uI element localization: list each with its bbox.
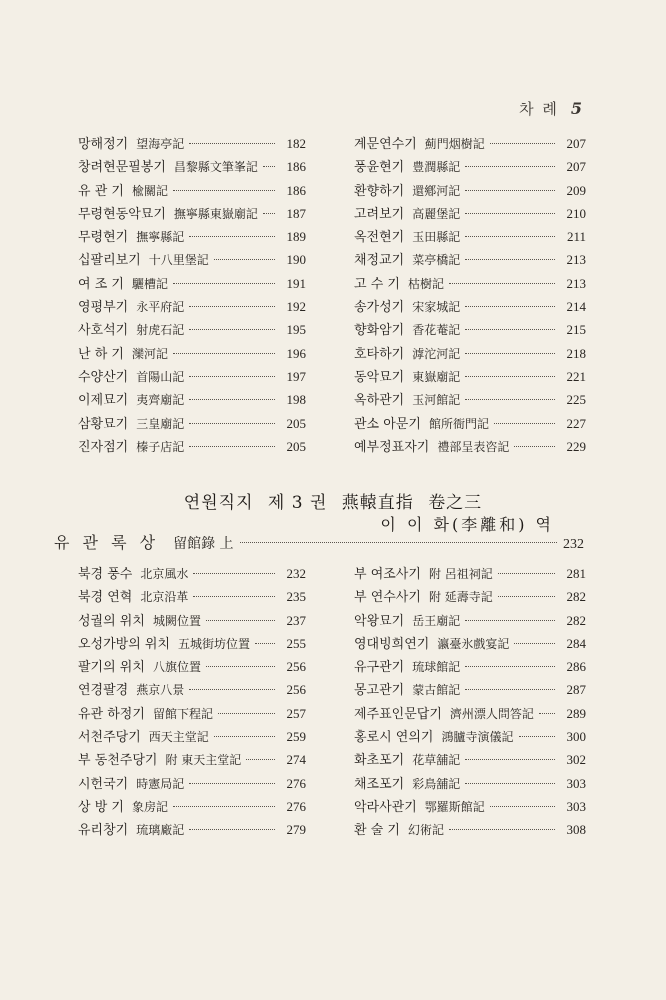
toc-entry [354,818,586,841]
toc-entry [354,725,586,748]
entry-page: 191 [286,275,306,291]
entry-page: 287 [566,682,586,698]
entry-hanja: 館所衙門記 [428,416,489,431]
toc-entry [354,132,586,155]
entry-hanja: 岳王廟記 [412,613,461,628]
entry-page: 205 [286,438,306,454]
entry-page: 198 [286,392,306,408]
entry-page: 207 [566,159,586,175]
leader-dots [218,713,275,714]
leader-dots [189,783,275,784]
entry-korean: 삼황묘기 [78,416,129,432]
page-header [519,98,584,119]
toc-entry [78,655,306,678]
leader-dots [465,783,555,784]
entry-hanja: 鄂羅斯館記 [424,799,485,814]
entry-hanja: 琉球館記 [412,660,461,675]
entry-korean: 수양산기 [78,369,129,385]
entry-hanja: 城闕位置 [152,613,201,628]
entry-hanja: 楡關記 [131,183,168,198]
entry-hanja: 永平府記 [136,300,185,315]
entry-korean: 채정교기 [354,253,405,269]
leader-dots [173,806,275,807]
toc-entry [354,748,586,771]
entry-hanja: 花草舖記 [412,753,461,768]
entry-hanja: 玉河館記 [412,393,461,408]
leader-dots [193,596,275,597]
leader-dots [465,213,555,214]
entry-page: 274 [286,752,306,768]
entry-korean: 계문연수기 [354,137,417,152]
entry-page: 286 [566,659,586,675]
entry-page: 197 [286,368,306,384]
entry-korean: 옥전현기 [354,230,405,246]
leader-dots [214,259,275,260]
leader-dots [246,759,275,760]
leader-dots [189,329,275,330]
entry-korean: 유관 하정기 [78,706,145,722]
entry-page: 187 [286,205,306,221]
entry-korean: 송가성기 [354,300,405,316]
leader-dots [449,283,555,284]
toc-entry [78,202,306,225]
entry-page: 218 [566,345,586,361]
leader-dots [465,190,555,191]
toc-entry [78,248,306,271]
entry-korean: 예부정표자기 [354,439,430,455]
entry-korean: 여 조 기 [78,276,124,292]
leader-dots [465,666,555,667]
entry-korean: 부 연수사기 [354,590,421,606]
leader-dots [189,306,275,307]
main-entry-korean: 유 관 록 상 [54,533,160,552]
leader-dots [189,423,275,424]
leader-dots [465,259,555,260]
entry-korean: 무령현기 [78,230,129,246]
leader-dots [465,620,555,621]
leader-dots [498,596,555,597]
entry-page: 209 [566,182,586,198]
toc-entry [354,225,586,248]
page-number: 5 [570,99,584,118]
entry-page: 210 [566,205,586,221]
leader-dots [465,329,555,330]
leader-dots [189,829,275,830]
entry-korean: 서천주당기 [78,730,141,746]
toc-entry [354,179,586,202]
entry-hanja: 濟州漂人問答記 [449,706,534,721]
entry-page: 255 [286,635,306,651]
leader-dots [490,806,555,807]
entry-hanja: 彩鳥舖記 [412,776,461,791]
leader-dots [189,689,275,690]
leader-dots [263,166,275,167]
entry-korean: 난 하 기 [78,346,124,362]
leader-dots [255,643,275,644]
entry-hanja: 射虎石記 [136,323,185,338]
toc-entry [78,585,306,608]
entry-hanja: 附 呂祖祠記 [428,567,493,581]
leader-dots [465,399,555,400]
entry-korean: 성궐의 위치 [78,613,145,629]
leader-dots [465,689,555,690]
main-entry-page: 232 [563,537,584,552]
toc-entry [78,342,306,365]
volume-title [0,488,666,513]
entry-page: 227 [566,415,586,431]
entry-page: 257 [286,705,306,721]
leader-dots [490,143,555,144]
entry-page: 289 [566,705,586,721]
entry-hanja: 榛子店記 [136,439,185,454]
toc-entry [354,632,586,655]
toc-entry [354,248,586,271]
toc-entry [354,365,586,388]
entry-hanja: 枯樹記 [407,276,444,291]
leader-dots [206,666,275,667]
toc-entry [78,388,306,411]
entry-hanja: 北京風水 [140,567,189,581]
leader-dots [465,376,555,377]
toc-entry [78,318,306,341]
entry-page: 303 [566,775,586,791]
leader-dots [173,190,275,191]
entry-page: 189 [286,229,306,245]
leader-dots [189,143,275,144]
entry-korean: 사호석기 [78,323,129,339]
leader-dots [498,573,555,574]
entry-page: 229 [566,438,586,454]
entry-page: 259 [286,729,306,745]
entry-hanja: 望海亭記 [136,137,185,151]
entry-hanja: 撫寧縣記 [136,230,185,245]
entry-page: 182 [286,136,306,151]
leader-dots [189,236,275,237]
entry-korean: 부 여조사기 [354,567,421,582]
entry-page: 196 [286,345,306,361]
toc-entry [78,412,306,435]
entry-page: 192 [286,299,306,315]
entry-korean: 십팔리보기 [78,253,141,269]
toc-entry [78,702,306,725]
entry-page: 205 [286,415,306,431]
entry-korean: 유리창기 [78,823,129,839]
toc-entry [354,202,586,225]
toc-entry [78,609,306,632]
entry-hanja: 瀛臺氷戲宴記 [437,636,510,651]
entry-korean: 몽고관기 [354,683,405,699]
toc-entry [78,725,306,748]
toc-entry [354,318,586,341]
entry-page: 256 [286,682,306,698]
entry-hanja: 夷齊廟記 [136,393,185,408]
volume-hanja: 卷之三 [428,493,483,513]
entry-hanja: 鴻臚寺演儀記 [441,730,514,745]
toc-entry [354,435,586,458]
entry-hanja: 玉田縣記 [412,230,461,245]
entry-page: 190 [286,252,306,268]
toc-entry [354,609,586,632]
leader-dots [189,399,275,400]
entry-korean: 망해정기 [78,137,129,152]
entry-hanja: 象房記 [131,799,168,814]
toc-entry [78,632,306,655]
toc-entry [354,342,586,365]
entry-hanja: 八旗位置 [152,660,201,675]
entry-korean: 이제묘기 [78,393,129,409]
entry-hanja: 豊潤縣記 [412,160,461,175]
toc-entry [78,295,306,318]
entry-korean: 악왕묘기 [354,613,405,629]
entry-page: 235 [286,589,306,605]
leader-dots [189,446,275,447]
entry-korean: 북경 연혁 [78,590,133,606]
entry-korean: 환 술 기 [354,823,400,839]
toc-entry [78,272,306,295]
entry-page: 195 [286,322,306,338]
leader-dots [449,829,555,830]
leader-dots [173,353,275,354]
entry-korean: 환향하기 [354,183,405,199]
leader-dots [514,446,555,447]
entry-page: 213 [566,275,586,291]
entry-page: 232 [286,566,306,581]
volume-title-hanja: 燕轅直指 [341,493,414,513]
leader-dots [189,376,275,377]
leader-dots [514,643,555,644]
entry-hanja: 宋家城記 [412,300,461,315]
entry-hanja: 昌黎縣文筆峯記 [173,160,258,175]
entry-korean: 시헌국기 [78,776,129,792]
toc-entry [354,772,586,795]
entry-korean: 진자점기 [78,439,129,455]
entry-korean: 홍로시 연의기 [354,730,434,746]
toc-entry [78,678,306,701]
entry-hanja: 東嶽廟記 [412,369,461,384]
entry-page: 186 [286,182,306,198]
main-entry-hanja: 留館錄 上 [173,536,234,552]
entry-korean: 유 관 기 [78,183,124,199]
toc-entry [78,132,306,155]
volume-label: 제 3 권 [267,493,328,513]
entry-korean: 연경팔경 [78,683,129,699]
entry-korean: 영대빙희연기 [354,636,430,652]
entry-page: 302 [566,752,586,768]
toc-entry [78,795,306,818]
entry-korean: 북경 풍수 [78,567,133,582]
leader-dots [214,736,275,737]
leader-dots [539,713,555,714]
entry-korean: 팔기의 위치 [78,660,145,676]
entry-page: 221 [566,368,586,384]
entry-page: 213 [566,252,586,268]
leader-dots [494,423,555,424]
entry-korean: 창려현문필봉기 [78,160,166,176]
entry-page: 207 [566,136,586,151]
entry-hanja: 燕京八景 [136,683,185,698]
entry-korean: 관소 아문기 [354,416,421,432]
toc-entry [354,155,586,178]
entry-korean: 호타하기 [354,346,405,362]
entry-page: 215 [566,322,586,338]
entry-page: 237 [286,612,306,628]
entry-page: 303 [566,798,586,814]
entry-page: 308 [566,822,586,838]
entry-page: 284 [566,635,586,651]
entry-hanja: 附 延壽寺記 [428,590,493,605]
section2-left-column [78,562,306,842]
entry-hanja: 還鄕河記 [412,183,461,198]
entry-korean: 악라사관기 [354,799,417,815]
entry-korean: 채조포기 [354,776,405,792]
leader-dots [173,283,275,284]
entry-page: 282 [566,612,586,628]
toc-entry [78,155,306,178]
entry-page: 282 [566,589,586,605]
entry-hanja: 驪槽記 [131,276,168,291]
volume-title-korean: 연원직지 [183,493,254,513]
leader-dots [465,236,555,237]
header-title: 차 례 [519,100,559,118]
toc-entry [354,562,586,585]
entry-page: 279 [286,822,306,838]
entry-korean: 향화암기 [354,323,405,339]
entry-page: 225 [566,392,586,408]
entry-hanja: 幻術記 [407,823,444,838]
entry-hanja: 首陽山記 [136,369,185,384]
toc-entry [78,365,306,388]
entry-hanja: 西天主堂記 [148,730,209,745]
entry-korean: 유구관기 [354,660,405,676]
toc-entry [354,702,586,725]
toc-entry [354,795,586,818]
entry-hanja: 琉璃廠記 [136,823,185,838]
entry-hanja: 薊門烟樹記 [424,137,485,151]
entry-korean: 화초포기 [354,753,405,769]
toc-entry [78,435,306,458]
entry-korean: 부 동천주당기 [78,753,158,769]
entry-hanja: 香花菴記 [412,323,461,338]
entry-hanja: 菜亭橋記 [412,253,461,268]
entry-hanja: 高麗堡記 [412,206,461,221]
entry-hanja: 蒙古館記 [412,683,461,698]
entry-hanja: 禮部呈表咨記 [437,439,510,454]
entry-korean: 상 방 기 [78,799,124,815]
section1-left-column [78,132,306,458]
entry-page: 281 [566,566,586,581]
entry-korean: 고려보기 [354,206,405,222]
toc-entry [78,748,306,771]
entry-korean: 무령현동악묘기 [78,206,166,222]
toc-entry [354,388,586,411]
entry-page: 300 [566,729,586,745]
entry-korean: 오성가방의 위치 [78,636,171,652]
toc-entry [78,772,306,795]
leader-dots [465,759,555,760]
toc-entry [78,562,306,585]
toc-entry [354,295,586,318]
toc-entry [78,225,306,248]
entry-hanja: 滹沱河記 [412,346,461,361]
entry-page: 276 [286,798,306,814]
entry-hanja: 北京沿革 [140,590,189,605]
entry-page: 211 [566,229,586,245]
toc-entry [354,655,586,678]
leader-dots [519,736,556,737]
toc-entry [354,678,586,701]
entry-hanja: 撫寧縣東嶽廟記 [173,206,258,221]
entry-hanja: 留館下程記 [152,706,213,721]
entry-korean: 고 수 기 [354,276,400,292]
leader-dots [193,573,275,574]
toc-entry [354,585,586,608]
entry-hanja: 附 東天主堂記 [165,753,242,768]
entry-korean: 제주표인문답기 [354,706,442,722]
leader-dots [206,620,275,621]
entry-page: 186 [286,159,306,175]
leader-dots [465,166,555,167]
toc-entry [354,412,586,435]
entry-hanja: 時憲局記 [136,776,185,791]
toc-entry [78,818,306,841]
entry-page: 214 [566,299,586,315]
leader-dots [263,213,275,214]
toc-entry [78,179,306,202]
toc-entry [354,272,586,295]
entry-hanja: 三皇廟記 [136,416,185,431]
entry-hanja: 灤河記 [131,346,168,361]
entry-korean: 영평부기 [78,300,129,316]
entry-hanja: 五城街坊位置 [178,636,251,651]
translator-credit: 이 이 화(李離和) 역 [380,515,554,534]
leader-dots [465,353,555,354]
leader-dots [240,542,557,543]
entry-korean: 옥하관기 [354,393,405,409]
section1-right-column [354,132,586,458]
entry-page: 256 [286,659,306,675]
section2-right-column [354,562,586,842]
entry-korean: 풍윤현기 [354,160,405,176]
leader-dots [465,306,555,307]
entry-page: 276 [286,775,306,791]
entry-hanja: 十八里堡記 [148,253,209,268]
entry-korean: 동악묘기 [354,369,405,385]
main-entry [54,530,584,553]
